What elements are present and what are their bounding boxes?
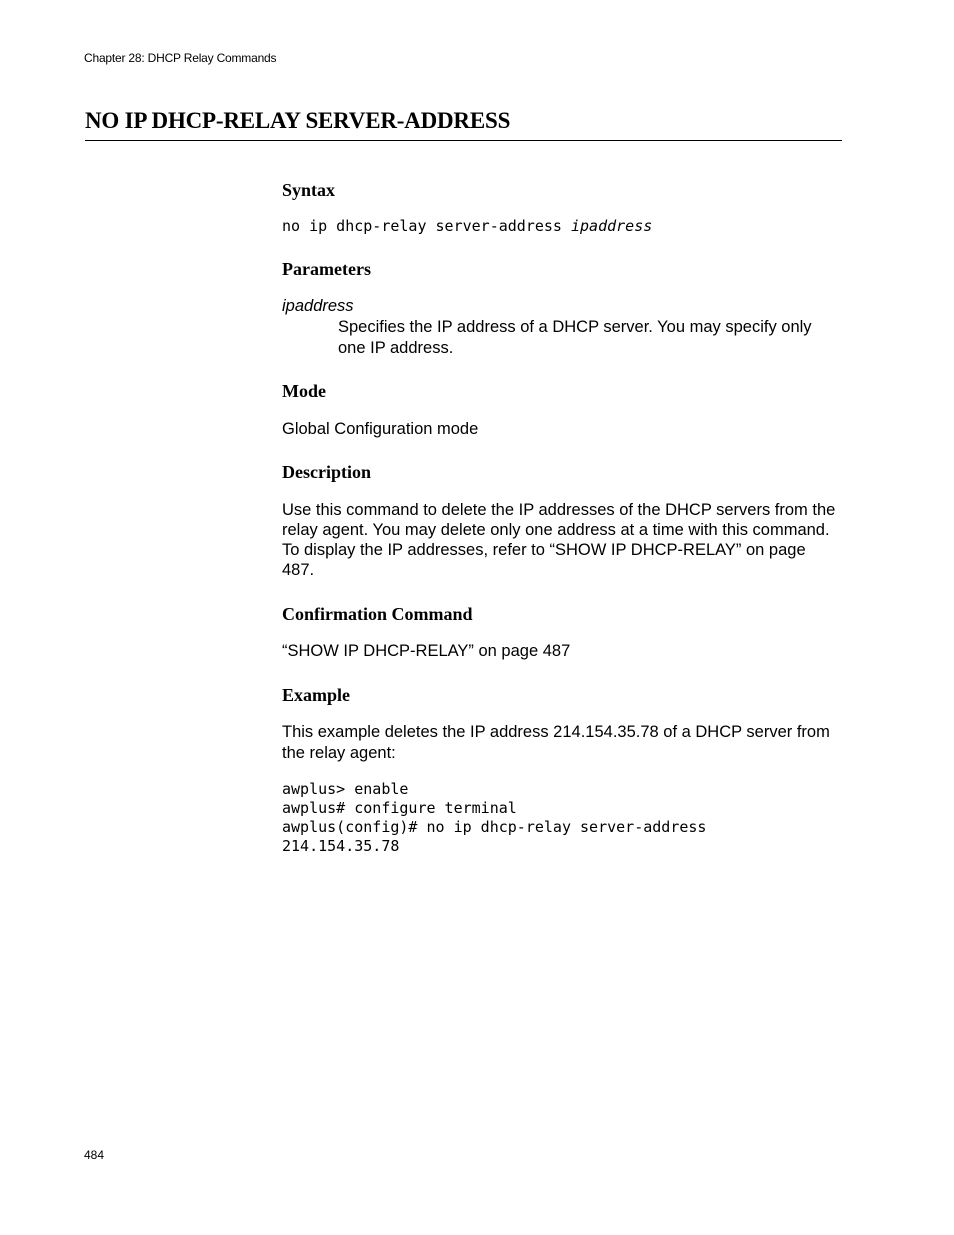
running-header: Chapter 28: DHCP Relay Commands xyxy=(84,51,277,65)
code-line: awplus(config)# no ip dhcp-relay server-address xyxy=(282,818,707,836)
syntax-command-text: no ip dhcp-relay server-address xyxy=(282,217,571,235)
example-code-block xyxy=(282,780,706,856)
syntax-argument: ipaddress xyxy=(570,217,653,235)
page-number: 484 xyxy=(84,1148,105,1162)
mode-text: Global Configuration mode xyxy=(282,420,479,438)
confirmation-heading: Confirmation Command xyxy=(282,604,473,624)
parameter-description: Specifies the IP address of a DHCP server. You may specify only one IP address. xyxy=(338,318,812,357)
syntax-command xyxy=(282,217,652,236)
code-line: 214.154.35.78 xyxy=(282,837,400,855)
mode-heading: Mode xyxy=(282,381,326,401)
example-heading: Example xyxy=(282,685,351,705)
example-text: This example deletes the IP address 214.154.35.78 of a DHCP server from the relay agent: xyxy=(282,723,830,762)
confirmation-text: “SHOW IP DHCP-RELAY” on page 487 xyxy=(282,642,571,660)
parameters-heading: Parameters xyxy=(282,259,371,279)
page-title: NO IP DHCP-RELAY SERVER-ADDRESS xyxy=(85,108,842,141)
code-line: awplus# configure terminal xyxy=(282,799,517,817)
code-line: awplus> enable xyxy=(282,780,409,798)
syntax-heading: Syntax xyxy=(282,180,336,200)
description-heading: Description xyxy=(282,462,371,482)
description-text: Use this command to delete the IP addresses of the DHCP servers from the relay agent. You may delete only one address at a time with this command. To display the IP addresses, refer to “SHOW IP DHCP-RELAY” on page 487. xyxy=(282,501,836,579)
parameter-name: ipaddress xyxy=(282,297,354,315)
